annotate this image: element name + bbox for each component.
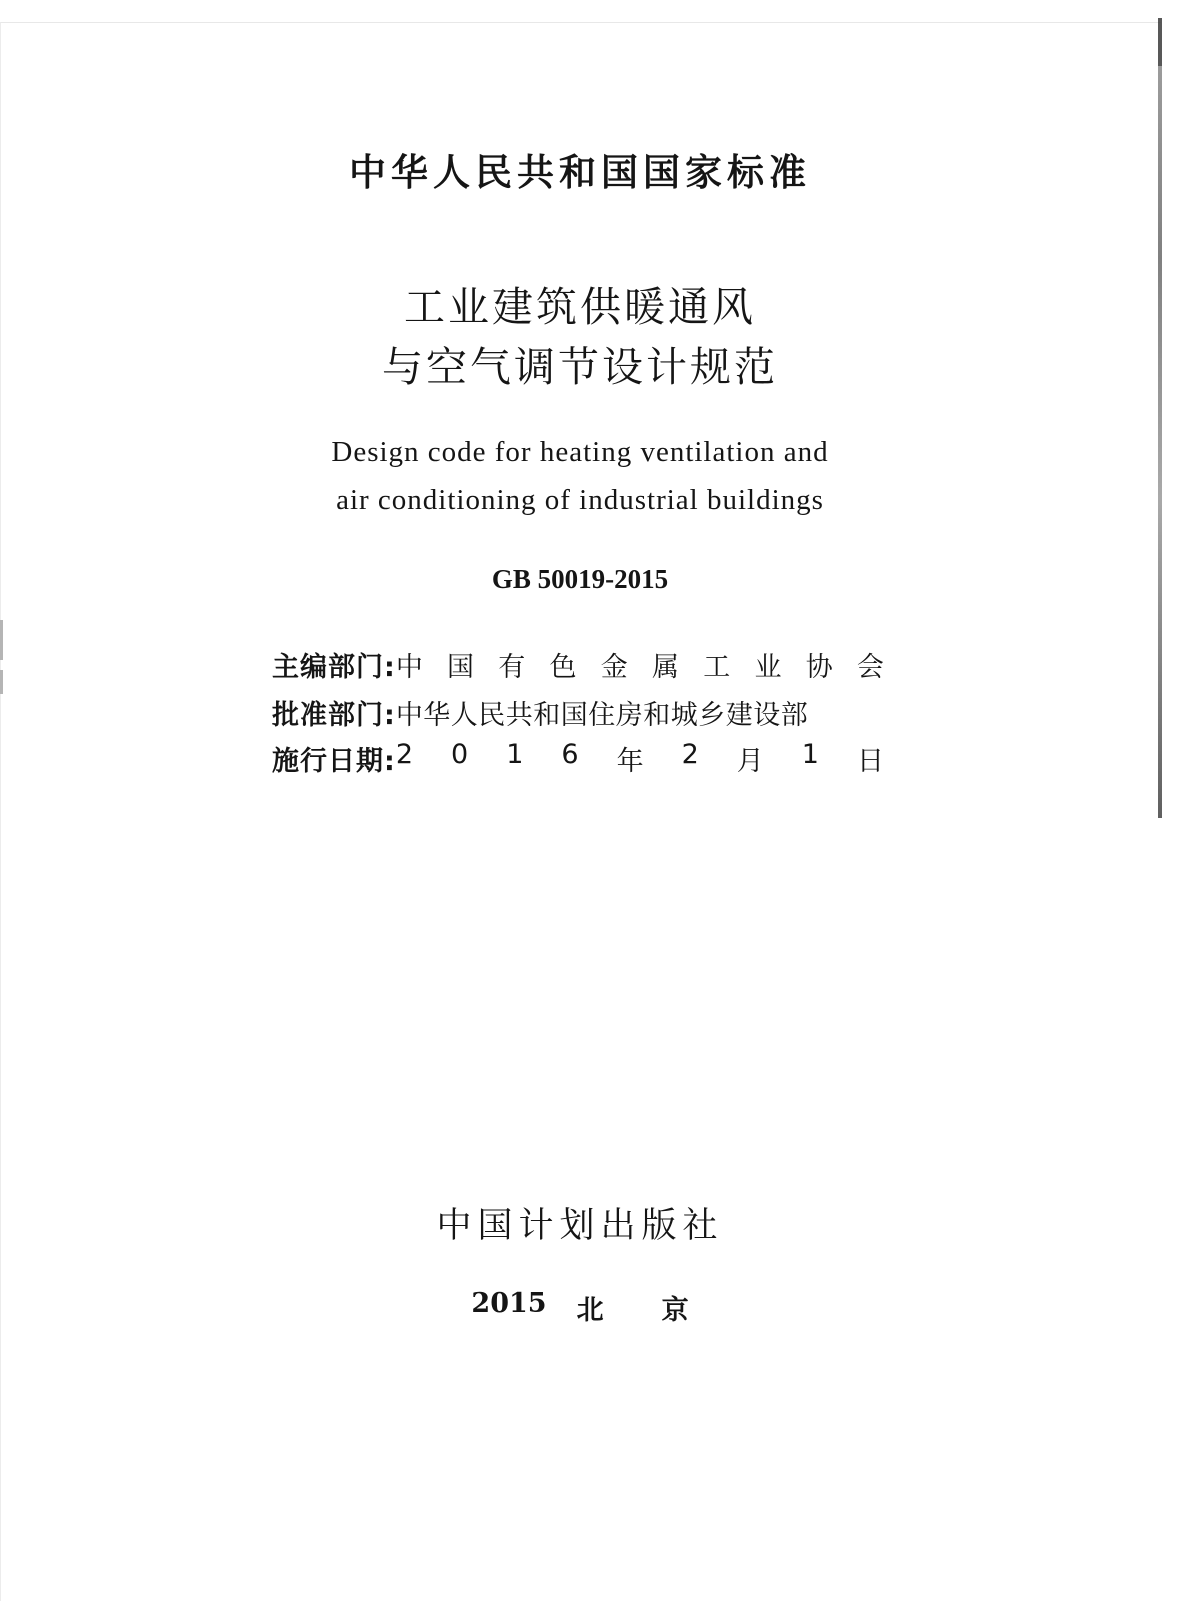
title-en-line-1: Design code for heating ventilation and — [331, 436, 829, 468]
publication-year: 2015 — [471, 1288, 547, 1319]
info-value — [396, 645, 884, 684]
info-char: 2 — [395, 738, 413, 770]
info-char: 业 — [754, 651, 782, 683]
info-row-chief-editor — [272, 644, 884, 684]
city-char: 京 — [661, 1295, 689, 1326]
info-text: 中华人民共和国住房和城乡建设部 — [395, 699, 809, 731]
info-char: 日 — [856, 745, 884, 777]
info-char: 0 — [451, 738, 469, 770]
info-row-approval — [272, 692, 884, 732]
info-char: 会 — [856, 651, 884, 683]
scan-mark — [0, 670, 3, 694]
info-char: 月 — [736, 745, 764, 777]
standard-series-heading: 中华人民共和国国家标准 — [349, 151, 811, 194]
info-char: 协 — [805, 651, 833, 683]
info-char: 1 — [506, 738, 524, 770]
publication-city — [577, 1288, 689, 1327]
info-value — [396, 739, 884, 778]
info-char: 2 — [681, 738, 699, 770]
info-char: 金 — [600, 651, 628, 683]
info-label: 主编部门: — [272, 651, 396, 683]
info-char: 6 — [561, 738, 579, 770]
info-char: 中 — [395, 651, 423, 683]
title-en-line-2: air conditioning of industrial buildings — [336, 484, 824, 516]
info-label: 批准部门: — [272, 699, 396, 731]
info-char: 工 — [703, 651, 731, 683]
scan-mark — [0, 620, 3, 660]
info-row-effective-date — [272, 738, 884, 778]
standard-number: GB 50019-2015 — [491, 564, 669, 594]
document-page — [0, 22, 1161, 1601]
info-char: 色 — [549, 651, 577, 683]
info-char: 有 — [498, 651, 526, 683]
info-char: 国 — [447, 651, 475, 683]
publication-place — [0, 1288, 1160, 1327]
info-char: 1 — [801, 738, 819, 770]
publisher-name: 中国计划出版社 — [436, 1206, 724, 1246]
info-char: 属 — [651, 651, 679, 683]
info-char: 年 — [616, 745, 644, 777]
title-cn-line-1: 工业建筑供暖通风 — [404, 283, 756, 331]
scan-edge-shadow — [1158, 18, 1162, 818]
title-cn-line-2: 与空气调节设计规范 — [382, 343, 778, 391]
info-value — [396, 693, 884, 732]
info-label: 施行日期: — [272, 745, 396, 777]
city-char: 北 — [576, 1295, 604, 1326]
